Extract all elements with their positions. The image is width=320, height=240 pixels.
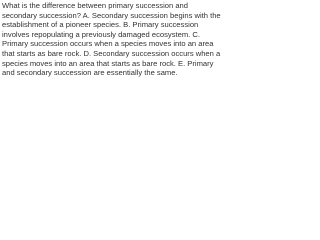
question-text: What is the difference between primary succession and secondary succession? A. Secondary succession begins with the establishment of a pioneer species. B. Primary succession involves repopulating a previously damaged ecosystem. C. Primary succession occurs when a species moves into an area that starts as bare rock. D. Secondary succession occurs when a species moves into an area that starts as bare rock. E. Primary and secondary succession are essentially the same. — [2, 1, 221, 78]
